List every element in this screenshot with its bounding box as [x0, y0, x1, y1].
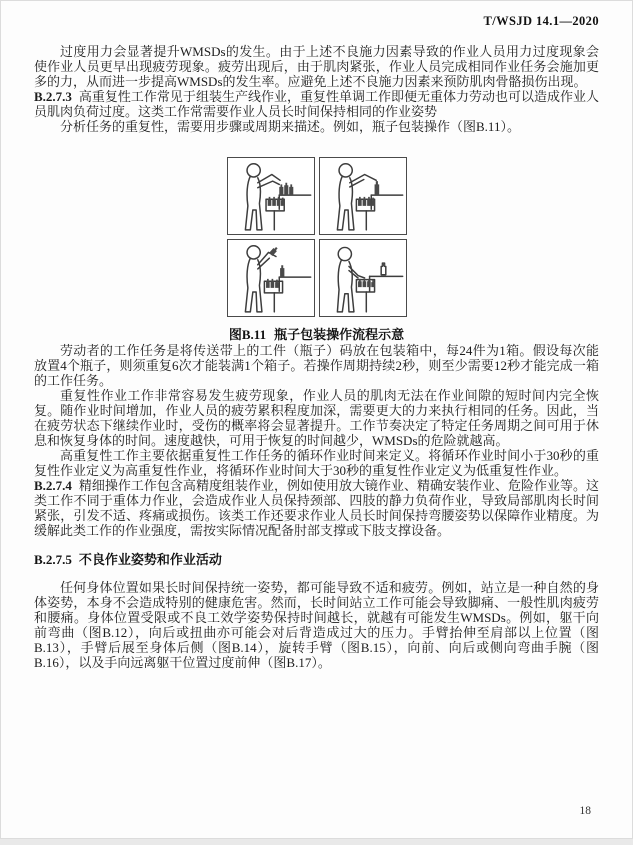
- page-number: 18: [579, 805, 591, 817]
- clause-b274-label: B.2.7.4: [34, 478, 72, 493]
- figure-panel-2: [319, 157, 407, 235]
- heading-b275: [34, 552, 599, 567]
- paragraph-posture: 任何身体位置如果长时间保持统一姿势，都可能导致不适和疲劳。例如，站立是一种自然的身体姿势，本身不会造成特别的健康危害。然而，长时间站立工作可能会导致脚痛、一般性肌肉疲劳和腰痛。身体位置受限或不良工效学姿势保持时间越长，就越有可能发生WMSDs。例如，躯干向前弯曲（图B.12），向后或扭曲亦可能会对后背造成过大的压力。手臂抬伸至肩部以上位置（图B.13），手臂后展至身体后侧（图B.14），旋转手臂（图B.15），向前、向后或侧向弯曲手腕（图B.16），以及手向远离躯干位置过度前伸（图B.17）。: [34, 580, 599, 670]
- figure-b11: [227, 157, 407, 343]
- worker-grasping-bottles-icon: [228, 158, 314, 234]
- document-body: [34, 44, 599, 670]
- paragraph-fatigue: 重复性作业工作非常容易发生疲劳现象，作业人员的肌肉无法在作业间隙的短时间内完全恢复。随作业时间增加，作业人员的疲劳累积程度加深，需要更大的力来执行相同的任务。因此，当在疲劳状态下继续作业时，受伤的概率将会显著提升。工作节奏决定了特定任务周期之间可用于休息和恢复身体的时间。速度越快，可用于恢复的时间越少，WMSDs的危险就越高。: [34, 388, 599, 448]
- figure-panel-1: [227, 157, 315, 235]
- paragraph-analyze-repetition: 分析任务的重复性，需要用步骤或周期来描述。例如，瓶子包装操作（图B.11）。: [60, 119, 520, 134]
- figure-panel-3: [227, 239, 315, 317]
- clause-b273: [34, 89, 599, 119]
- standard-number-header: T/WSJD 14.1—2020: [483, 14, 599, 28]
- heading-b275-text: 不良作业姿势和作业活动: [78, 552, 222, 567]
- worker-lowering-bottle-icon: [228, 240, 314, 316]
- figure-b11-caption-label: 图B.11: [228, 327, 267, 342]
- paragraph-overforce: 过度用力会显著提升WMSDs的发生。由于上述不良施力因素导致的作业人员用力过度现象会使作业人员更早出现疲劳现象。疲劳出现后，由于肌肉紧张，作业人员完成相同作业任务会施加更多的力，从而进一步提高WMSDs的发生率。应避免上述不良施力因素来预防肌肉骨骼损伤出现。: [34, 44, 599, 89]
- figure-panel-4: [319, 239, 407, 317]
- clause-b274: [34, 478, 599, 538]
- paragraph-high-repetition-definition: 高重复性工作主要依据重复性工作任务的循环作业时间来定义。将循环作业时间小于30秒的重复性作业定义为高重复性作业，将循环作业时间大于30秒的重复性作业定义为低重复性作业。: [34, 448, 599, 478]
- clause-b274-text: 精细操作工作包含高精度组装作业，例如使用放大镜作业、精确安装作业、危险作业等。这类工作不同于重体力作业，会造成作业人员保持颈部、四肢的静力负荷作业，导致局部肌肉长时间紧张，引发不适、疼痛或损伤。该类工作还要求作业人员长时间保持弯腰姿势以保障作业精度。为缓解此类工作的作业强度，需按实际情况配备肘部支撑或下肢支撑设备。: [34, 478, 599, 538]
- clause-b273-label: B.2.7.3: [34, 89, 72, 104]
- worker-arranging-crate-icon: [320, 240, 406, 316]
- clause-b273-text: 高重复性工作常见于组装生产线作业，重复性单调工作即便无重体力劳动也可以造成作业人员肌肉负荷过度。这类工作常需要作业人员长时间保持相同的作业姿势: [34, 89, 599, 119]
- heading-b275-label: B.2.7.5: [34, 552, 72, 567]
- figure-b11-caption-text: 瓶子包装操作流程示意: [274, 327, 405, 342]
- paragraph-task-description: 劳动者的工作任务是将传送带上的工件（瓶子）码放在包装箱中，每24件为1箱。假设每次能放置4个瓶子，则须重复6次才能装满1个箱子。若操作周期持续2秒，则至少需要12秒才能完成一箱的工作任务。: [34, 343, 599, 388]
- figure-b11-caption: [227, 324, 407, 343]
- figure-b11-panels: [227, 157, 407, 317]
- worker-lifting-bottle-icon: [320, 158, 406, 234]
